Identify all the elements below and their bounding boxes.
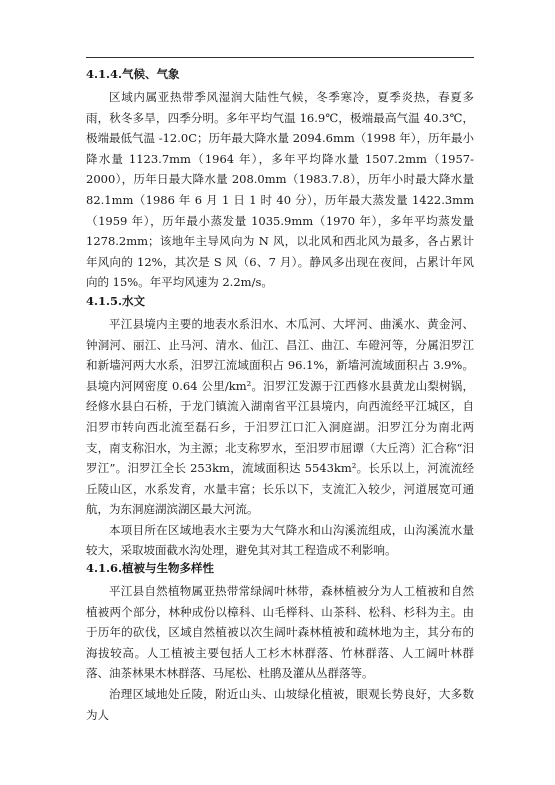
document-body [86,64,474,725]
section-title: 水文 [122,293,145,308]
section-heading-climate [86,65,474,84]
section-title: 气候、气象 [122,67,180,81]
hydrology-paragraph: 平江县境内主要的地表水系汨水、木瓜河、大坪河、曲溪水、黄金河、钟洞河、丽江、止马河、清水、仙江、昌江、曲江、车磴河等，分属汨罗江和新墙河两大水系，汨罗江流域面积占 96.1%，新墙河流域面积占 3.9%。县境内河网密度 0.64 公里/km²。汨罗江发源于江西修水县黄龙山梨树锅，经修水县白石桥，于龙门镇流入湖南省平江县境内，向西流经平江城区，自汨罗市转向西北流至磊石乡，于汨罗江口汇入洞庭湖。汨罗江分为南北两支，南支称汨水，为主源；北支称罗水，至汨罗市屈谭（大丘湾）汇合称“汨罗江”。汨罗江全长 253km，流域面积达 5543km²。长乐以上，河流流经丘陵山区，水系发育，水量丰富；长乐以下，支流汇入较少，河道展宽可通航，为东洞庭湖滨湖区最大河流。 [86,316,474,517]
surface-water-paragraph: 本项目所在区域地表水主要为大气降水和山沟溪流组成，山沟溪流水量较大，采取坡面截水沟处理，避免其对其工程造成不利影响。 [86,522,474,558]
section-heading-hydrology [86,292,474,311]
treatment-area-paragraph: 治理区域地处丘陵，附近山头、山坡绿化植被，眼观长势良好，大多数为人 [86,687,474,722]
section-number: 4.1.4. [86,67,123,81]
section-heading-vegetation [86,559,474,578]
climate-paragraph: 区域内属亚热带季风湿润大陆性气候，冬季寒冷，夏季炎热，春夏多雨，秋冬多旱，四季分明。多年平均气温 16.9℃，极端最高气温 40.3℃，极端最低气温 -12.0C；历年最大降水量 2094.6mm（1998 年），历年最小降水量 1123.7mm（1964 年），多年平均降水量 1507.2mm（1957-2000），历年日最大降水量 208.0mm（1983.7.8），历年小时最大降水量 82.1mm（1986 年 6 月 1 日 1 时 40 分），历年最大蒸发量 1422.3mm（1959 年），历年最小蒸发量 1035.9mm（1970 年），多年平均蒸发量 1278.2mm；该地年主导风向为 N 风，以北风和西北风为最多，各占累计年风向的 12%，其次是 S 风（6、7 月）。静风多出现在夜间，占累计年风向的 15%。年平均风速为 2.2m/s。 [86,90,474,290]
section-number: 4.1.6. [86,561,123,576]
section-title: 植被与生物多样性 [122,561,214,576]
section-number: 4.1.5. [86,293,123,308]
header-rule [86,57,474,58]
vegetation-paragraph: 平江县自然植物属亚热带常绿阔叶林带，森林植被分为人工植被和自然植被两个部分，林种成份以樟科、山毛榉科、山茶科、松科、杉科为主。由于历年的砍伐，区域自然植被以次生阔叶森林植被和疏林地为主，其分布的海拔较高。人工植被主要包括人工杉木林群落、竹林群落、人工阔叶林群落、油茶林果木林群落、马尾松、杜鹃及灌从丛群落等。 [86,584,474,681]
